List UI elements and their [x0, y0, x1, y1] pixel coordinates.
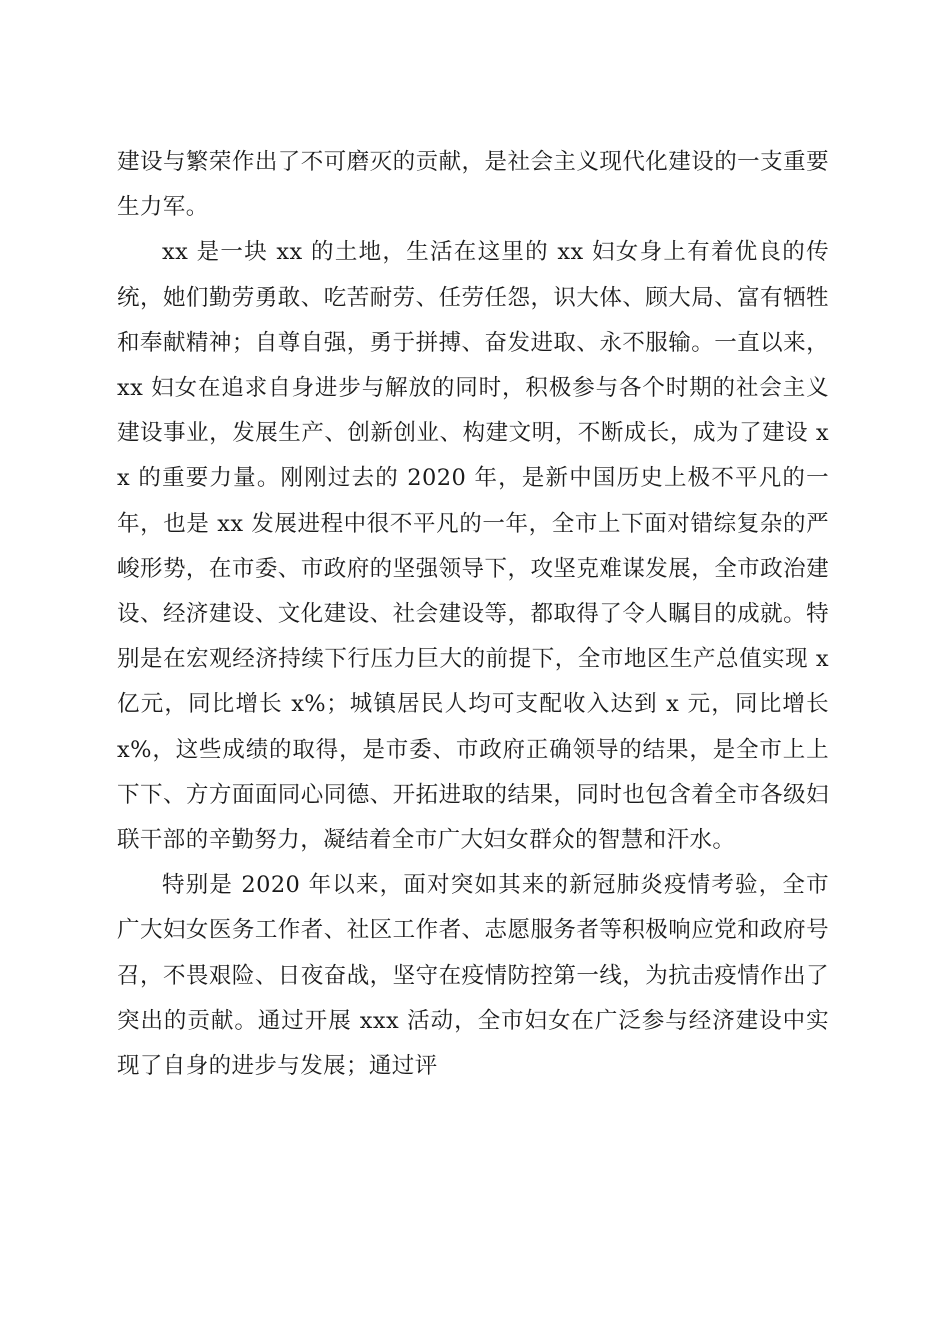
paragraph-pandemic: 特别是 2020 年以来，面对突如其来的新冠肺炎疫情考验，全市广大妇女医务工作者、社区工作者、志愿服务者等积极响应党和政府号召，不畏艰险、日夜奋战，坚守在疫情防控第一线，为抗击疫情作出了突出的贡献。通过开展 xxx 活动，全市妇女在广泛参与经济建设中实现了自身的进步与发展；通过评	[117, 872, 829, 1080]
document-body	[117, 140, 829, 1089]
paragraph-continuation: 建设与繁荣作出了不可磨灭的贡献，是社会主义现代化建设的一支重要生力军。	[117, 149, 829, 221]
paragraph-women-contribution: xx 是一块 xx 的土地，生活在这里的 xx 妇女身上有着优良的传统，她们勤劳勇敢、吃苦耐劳、任劳任怨，识大体、顾大局、富有牺牲和奉献精神；自尊自强，勇于拼搏、奋发进取、永不服输。一直以来，xx 妇女在追求自身进步与解放的同时，积极参与各个时期的社会主义建设事业，发展生产、创新创业、构建文明，不断成长，成为了建设 xx 的重要力量。刚刚过去的 2020 年，是新中国历史上极不平凡的一年，也是 xx 发展进程中很不平凡的一年，全市上下面对错综复杂的严峻形势，在市委、市政府的坚强领导下，攻坚克难谋发展，全市政治建设、经济建设、文化建设、社会建设等，都取得了令人瞩目的成就。特别是在宏观经济持续下行压力巨大的前提下，全市地区生产总值实现 x 亿元，同比增长 x%；城镇居民人均可支配收入达到 x 元，同比增长 x%，这些成绩的取得，是市委、市政府正确领导的结果，是全市上上下下、方方面面同心同德、开拓进取的结果，同时也包含着全市各级妇联干部的辛勤努力，凝结着全市广大妇女群众的智慧和汗水。	[117, 239, 829, 854]
